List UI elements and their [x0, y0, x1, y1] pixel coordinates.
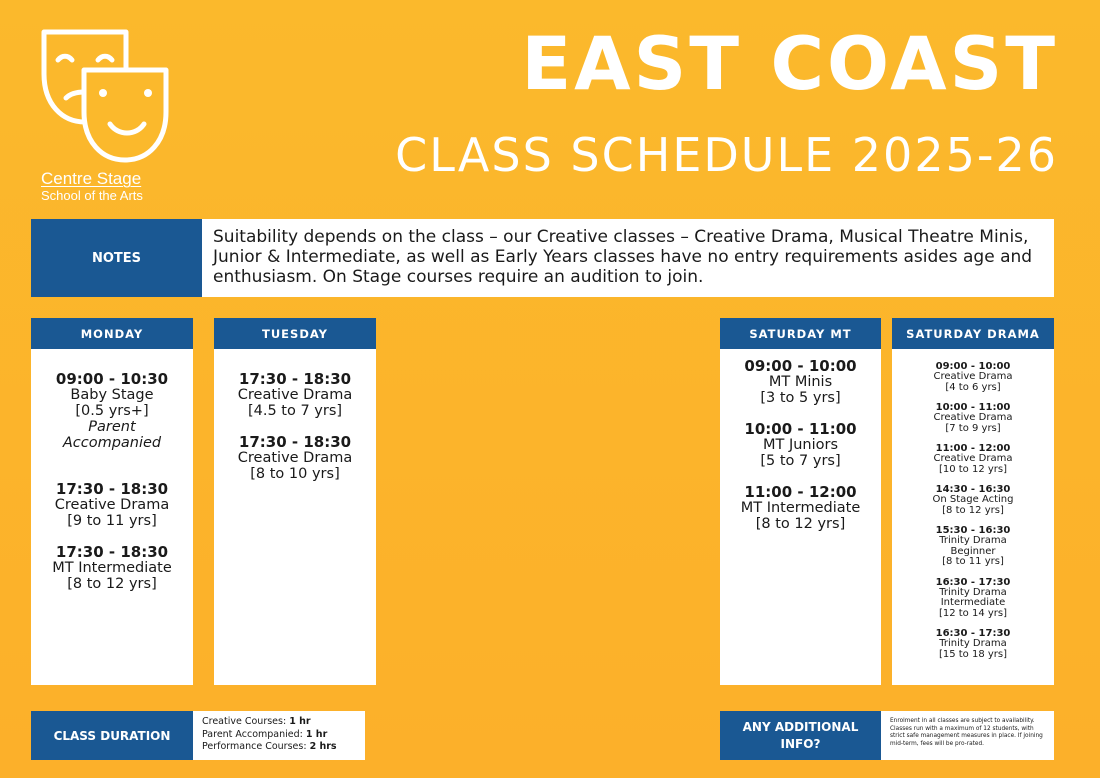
day-column-tuesday — [214, 349, 376, 685]
class-detail: [7 to 9 yrs] — [945, 422, 1001, 434]
class-slot — [31, 371, 193, 451]
class-detail: Creative Drama — [933, 453, 1013, 464]
class-time: 14:30 - 16:30 — [935, 484, 1011, 495]
class-detail: [12 to 14 yrs] — [938, 607, 1008, 619]
additional-info-text: Enrolment in all classes are subject to availability. Classes run with a maximum of 12 students, with strict safe management measures in place. If joining mid-term, fees will be pro-rated. — [881, 711, 1054, 760]
class-detail: Trinity Drama — [939, 586, 1007, 598]
class-detail: [15 to 18 yrs] — [938, 648, 1008, 660]
class-time: 09:00 - 10:30 — [55, 370, 169, 388]
class-slot — [720, 484, 881, 532]
class-time: 17:30 - 18:30 — [55, 480, 169, 498]
class-detail: [8 to 12 yrs] — [67, 576, 157, 592]
class-detail: Creative Drama — [237, 450, 353, 466]
class-slot — [720, 358, 881, 406]
class-detail: [5 to 7 yrs] — [760, 453, 841, 469]
notes-label: NOTES — [31, 219, 202, 297]
day-column-saturday-mt — [720, 349, 881, 685]
class-detail: MT Minis — [768, 374, 833, 390]
duration-item-value: 1 hr — [305, 728, 328, 740]
class-detail: MT Intermediate — [52, 560, 172, 576]
day-column-saturday-drama — [892, 349, 1054, 685]
duration-item — [202, 741, 365, 754]
day-column-monday — [31, 349, 193, 685]
class-detail: Creative Drama — [933, 412, 1013, 423]
class-time: 10:00 - 11:00 — [744, 420, 857, 438]
class-detail: Trinity Drama — [939, 535, 1007, 546]
duration-item-label: Performance Courses: — [202, 741, 310, 752]
class-detail: [8 to 12 yrs] — [755, 516, 846, 532]
additional-info-label — [720, 711, 881, 760]
class-slot — [892, 361, 1054, 393]
class-time: 10:00 - 11:00 — [935, 402, 1011, 413]
class-time: 17:30 - 18:30 — [238, 370, 352, 388]
class-slot — [892, 525, 1054, 568]
class-time: 09:00 - 10:00 — [935, 361, 1011, 372]
day-header-tuesday: TUESDAY — [214, 318, 376, 349]
class-duration-label: CLASS DURATION — [31, 711, 193, 760]
class-slot — [31, 481, 193, 529]
class-slot — [892, 402, 1054, 434]
logo-line-1: Centre Stage — [41, 169, 142, 188]
duration-item-label: Creative Courses: — [202, 716, 290, 727]
day-header-saturday-mt: SATURDAY MT — [720, 318, 881, 349]
class-detail: Intermediate — [940, 597, 1006, 608]
day-header-monday: MONDAY — [31, 318, 193, 349]
class-detail: Creative Drama — [237, 387, 353, 403]
additional-info-label-line-2: INFO? — [780, 736, 821, 751]
class-detail: Beginner — [950, 545, 996, 557]
class-detail: Creative Drama — [933, 371, 1013, 382]
class-time: 11:00 - 12:00 — [744, 483, 857, 501]
page-title: EAST COAST — [521, 22, 1058, 107]
class-duration-list — [193, 711, 365, 760]
class-detail: [8 to 11 yrs] — [942, 556, 1004, 567]
duration-item — [202, 729, 365, 742]
class-time: 09:00 - 10:00 — [744, 357, 857, 375]
duration-item-value: 1 hr — [289, 716, 311, 727]
notes-text: Suitability depends on the class – our Creative classes – Creative Drama, Musical Theatre Minis, Junior & Intermediate, as well as Early Years classes have no entry requirements asides age and enthusiasm. On Stage courses require an audition to join. — [202, 219, 1054, 297]
class-slot — [892, 484, 1054, 516]
duration-item-label: Parent Accompanied: — [202, 728, 306, 740]
class-time: 16:30 - 17:30 — [935, 628, 1011, 639]
class-detail: MT Juniors — [762, 437, 839, 453]
duration-item — [202, 716, 365, 729]
class-time: 17:30 - 18:30 — [55, 543, 169, 561]
class-detail: [4.5 to 7 yrs] — [247, 403, 343, 419]
class-slot — [214, 434, 376, 482]
class-detail: Creative Drama — [54, 497, 170, 513]
class-note: Parent — [88, 419, 136, 435]
class-slot — [31, 544, 193, 592]
page-subtitle: CLASS SCHEDULE 2025-26 — [395, 128, 1058, 182]
class-detail: [8 to 12 yrs] — [942, 504, 1004, 516]
class-note: Accompanied — [62, 435, 162, 451]
duration-item-value: 2 hrs — [309, 741, 337, 752]
class-slot — [892, 628, 1054, 660]
class-detail: [9 to 11 yrs] — [67, 513, 157, 529]
additional-info-label-line-1: ANY ADDITIONAL — [742, 719, 859, 734]
logo-line-2: School of the Arts — [41, 188, 143, 203]
class-detail: [4 to 6 yrs] — [945, 381, 1001, 393]
class-slot — [892, 443, 1054, 475]
day-header-saturday-drama: SATURDAY DRAMA — [892, 318, 1054, 349]
class-detail: [8 to 10 yrs] — [250, 466, 340, 482]
class-slot — [720, 421, 881, 469]
class-detail: [10 to 12 yrs] — [938, 463, 1008, 475]
class-time: 16:30 - 17:30 — [935, 576, 1011, 588]
class-slot — [214, 371, 376, 419]
class-slot — [892, 577, 1054, 620]
class-detail: Trinity Drama — [939, 638, 1007, 649]
class-time: 15:30 - 16:30 — [935, 525, 1011, 536]
class-detail: [0.5 yrs+] — [75, 403, 149, 419]
class-detail: On Stage Acting — [932, 494, 1014, 505]
class-detail: Baby Stage — [70, 387, 154, 403]
class-time: 17:30 - 18:30 — [238, 433, 352, 451]
class-detail: [3 to 5 yrs] — [760, 390, 841, 406]
logo-text — [41, 170, 143, 202]
class-detail: MT Intermediate — [740, 500, 861, 516]
class-time: 11:00 - 12:00 — [935, 443, 1011, 454]
